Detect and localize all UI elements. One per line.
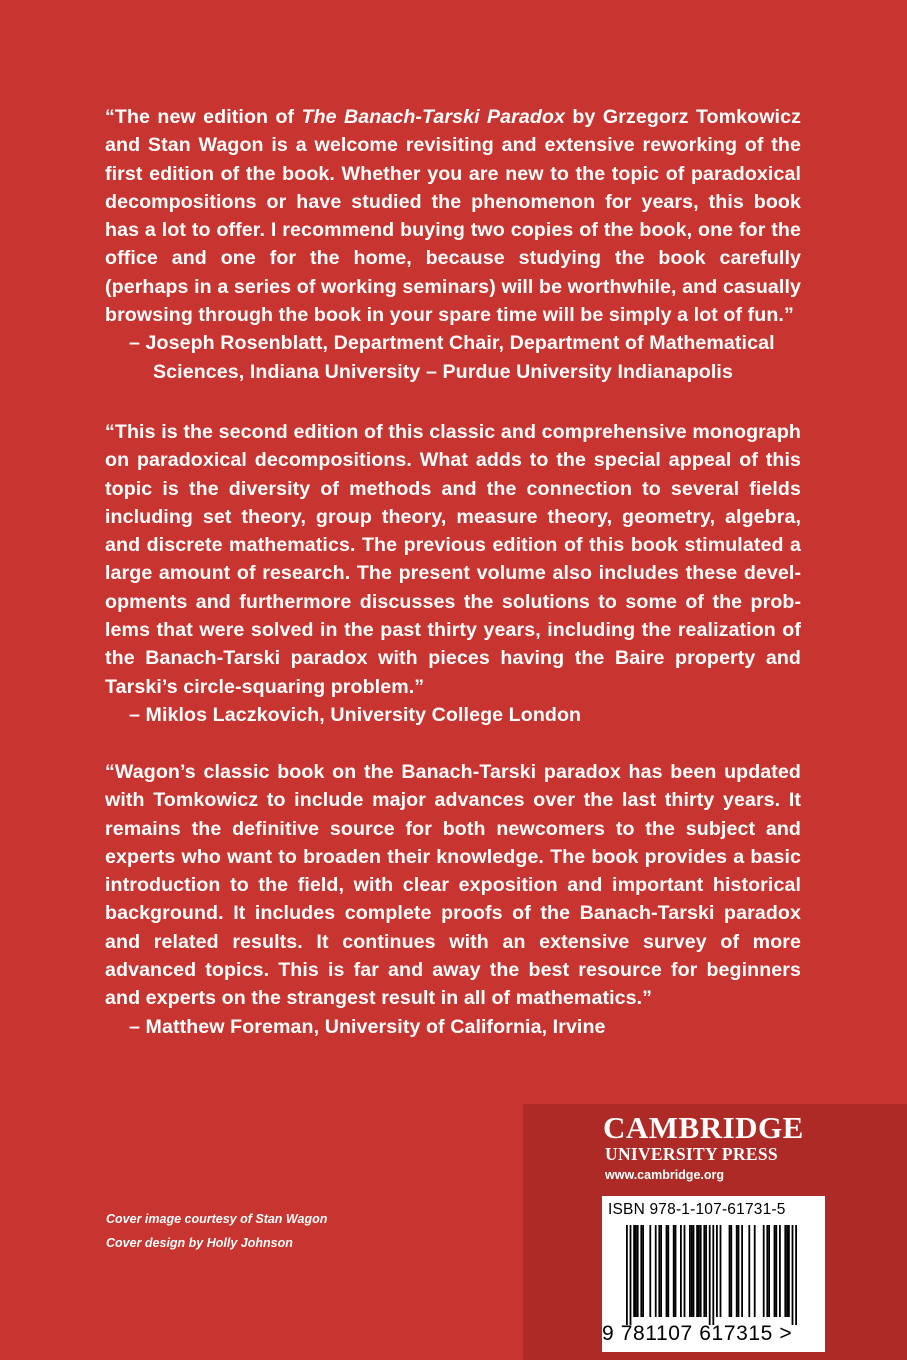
barcode-bar — [680, 1225, 682, 1317]
barcode-bar — [660, 1225, 662, 1317]
barcode-bar — [736, 1225, 738, 1317]
barcode-bar — [658, 1225, 660, 1317]
cover-credits — [106, 1207, 327, 1255]
barcode-digits: 9 781107 617315 > — [602, 1322, 793, 1345]
barcode-bar — [729, 1225, 731, 1317]
barcode-bar — [640, 1225, 642, 1317]
barcode-bar — [700, 1225, 702, 1317]
review-quote-laczkovich — [105, 418, 801, 729]
barcode-bar — [786, 1225, 788, 1317]
barcode-bar — [788, 1225, 790, 1317]
barcode-bar — [766, 1225, 768, 1317]
barcode-bar — [774, 1225, 776, 1317]
barcode-label — [602, 1196, 825, 1352]
quote-attribution: – Joseph Rosenblatt, Department Chair, Department of Mathematical Sciences, Indiana University – Purdue University Indianapolis — [129, 332, 775, 383]
barcode-bar — [795, 1225, 797, 1325]
barcode-bar — [768, 1225, 770, 1317]
barcode-bar — [775, 1225, 777, 1317]
quote-text: “The new edition of The Banach-Tarski Paradox by Grzegorz Tomkowicz and Stan Wagon is a welcome revisiting and extensive reworking of the first edition of the book. Whether you are new to the topic of paradoxical decompositions or have studied the phenomenon for years, this book has a lot to offer. I recommend buying two copies of the book, one for the office and one for the home, because studying the book carefully (perhaps in a series of working seminars) will be worthwhile, and casually browsing through the book in your spare time will be simply a lot of fun.” — [105, 106, 801, 327]
cover-image-credit: Cover image courtesy of Stan Wagon — [106, 1212, 328, 1226]
publisher-panel — [523, 1104, 907, 1360]
barcode-bar — [684, 1225, 686, 1317]
barcode-bar — [649, 1225, 651, 1317]
quote-text: “This is the second edition of this classic and comprehensive monograph on paradoxical decompositions. What adds to the special appeal of this topic is the diversity of methods and the connection to several fields including set theory, group theory, measure theory, geometry, algebra, and discrete mathematics. The previous edition of this book stimulated a large amount of research. The present volume also includes these developments and furthermore discusses the solutions to some of the problems that were solved in the past thirty years, including the realization of the Banach-Tarski paradox with pieces having the Baire property and Tarski’s circle-squaring problem.” — [105, 421, 801, 698]
isbn-text: ISBN 978-1-107-61731-5 — [608, 1201, 786, 1218]
quote-text: “Wagon’s classic book on the Banach-Tarski paradox has been updated with Tomkowicz to include major advances over the last thirty years. It remains the definitive source for both newcomers to the subject and experts who want to broaden their knowledge. The book provides a basic introduction to the field, with clear exposition and important historical background. It includes complete proofs of the Banach-Tarski paradox and related results. It continues with an extensive survey of more advanced topics. This is far and away the best resource for beginners and experts on the strangest result in all of mathematics.” — [105, 761, 801, 1010]
quote-attribution: – Matthew Foreman, University of California, Irvine — [129, 1015, 606, 1038]
barcode-bar — [693, 1225, 695, 1317]
barcode-bar — [738, 1225, 740, 1317]
barcode-bar — [712, 1225, 714, 1325]
barcode-bar — [703, 1225, 705, 1317]
barcode-bar — [754, 1225, 756, 1317]
barcode-bar — [779, 1225, 781, 1317]
barcode-bar — [633, 1225, 635, 1317]
barcode-bar — [655, 1225, 657, 1317]
barcode-bar — [784, 1225, 786, 1317]
barcode-bar — [716, 1225, 718, 1317]
barcode-bar — [630, 1225, 632, 1325]
barcode-bar — [667, 1225, 669, 1317]
cover-design-credit: Cover design by Holly Johnson — [106, 1236, 293, 1250]
barcode-bar — [696, 1225, 698, 1317]
book-title: The Banach-Tarski Paradox — [301, 106, 566, 128]
barcode-bar — [698, 1225, 700, 1317]
barcode-bar — [691, 1225, 693, 1317]
barcode-bar — [741, 1225, 743, 1317]
barcode-bar — [675, 1225, 677, 1317]
barcode-bar — [642, 1225, 644, 1317]
barcode-bar — [720, 1225, 722, 1317]
barcode-bar — [748, 1225, 750, 1317]
publisher-logo-subtitle: UNIVERSITY PRESS — [605, 1144, 778, 1164]
publisher-logo-name: CAMBRIDGE — [603, 1110, 804, 1145]
barcode-bar — [626, 1225, 628, 1325]
barcode-bar — [763, 1225, 765, 1317]
barcode-icon — [610, 1225, 817, 1325]
review-quote-rosenblatt — [105, 103, 801, 386]
barcode-bar — [792, 1225, 794, 1325]
publisher-website: www.cambridge.org — [605, 1168, 725, 1182]
review-quote-foreman — [105, 758, 801, 1041]
barcode-bar — [705, 1225, 707, 1317]
barcode-bar — [730, 1225, 732, 1317]
barcode-bar — [709, 1225, 711, 1325]
barcode-bar — [673, 1225, 675, 1317]
barcode-bar — [635, 1225, 637, 1317]
barcode-bar — [666, 1225, 668, 1317]
barcode-bar — [637, 1225, 639, 1317]
quote-attribution: – Miklos Laczkovich, University College London — [129, 703, 582, 726]
barcode-bar — [689, 1225, 691, 1317]
